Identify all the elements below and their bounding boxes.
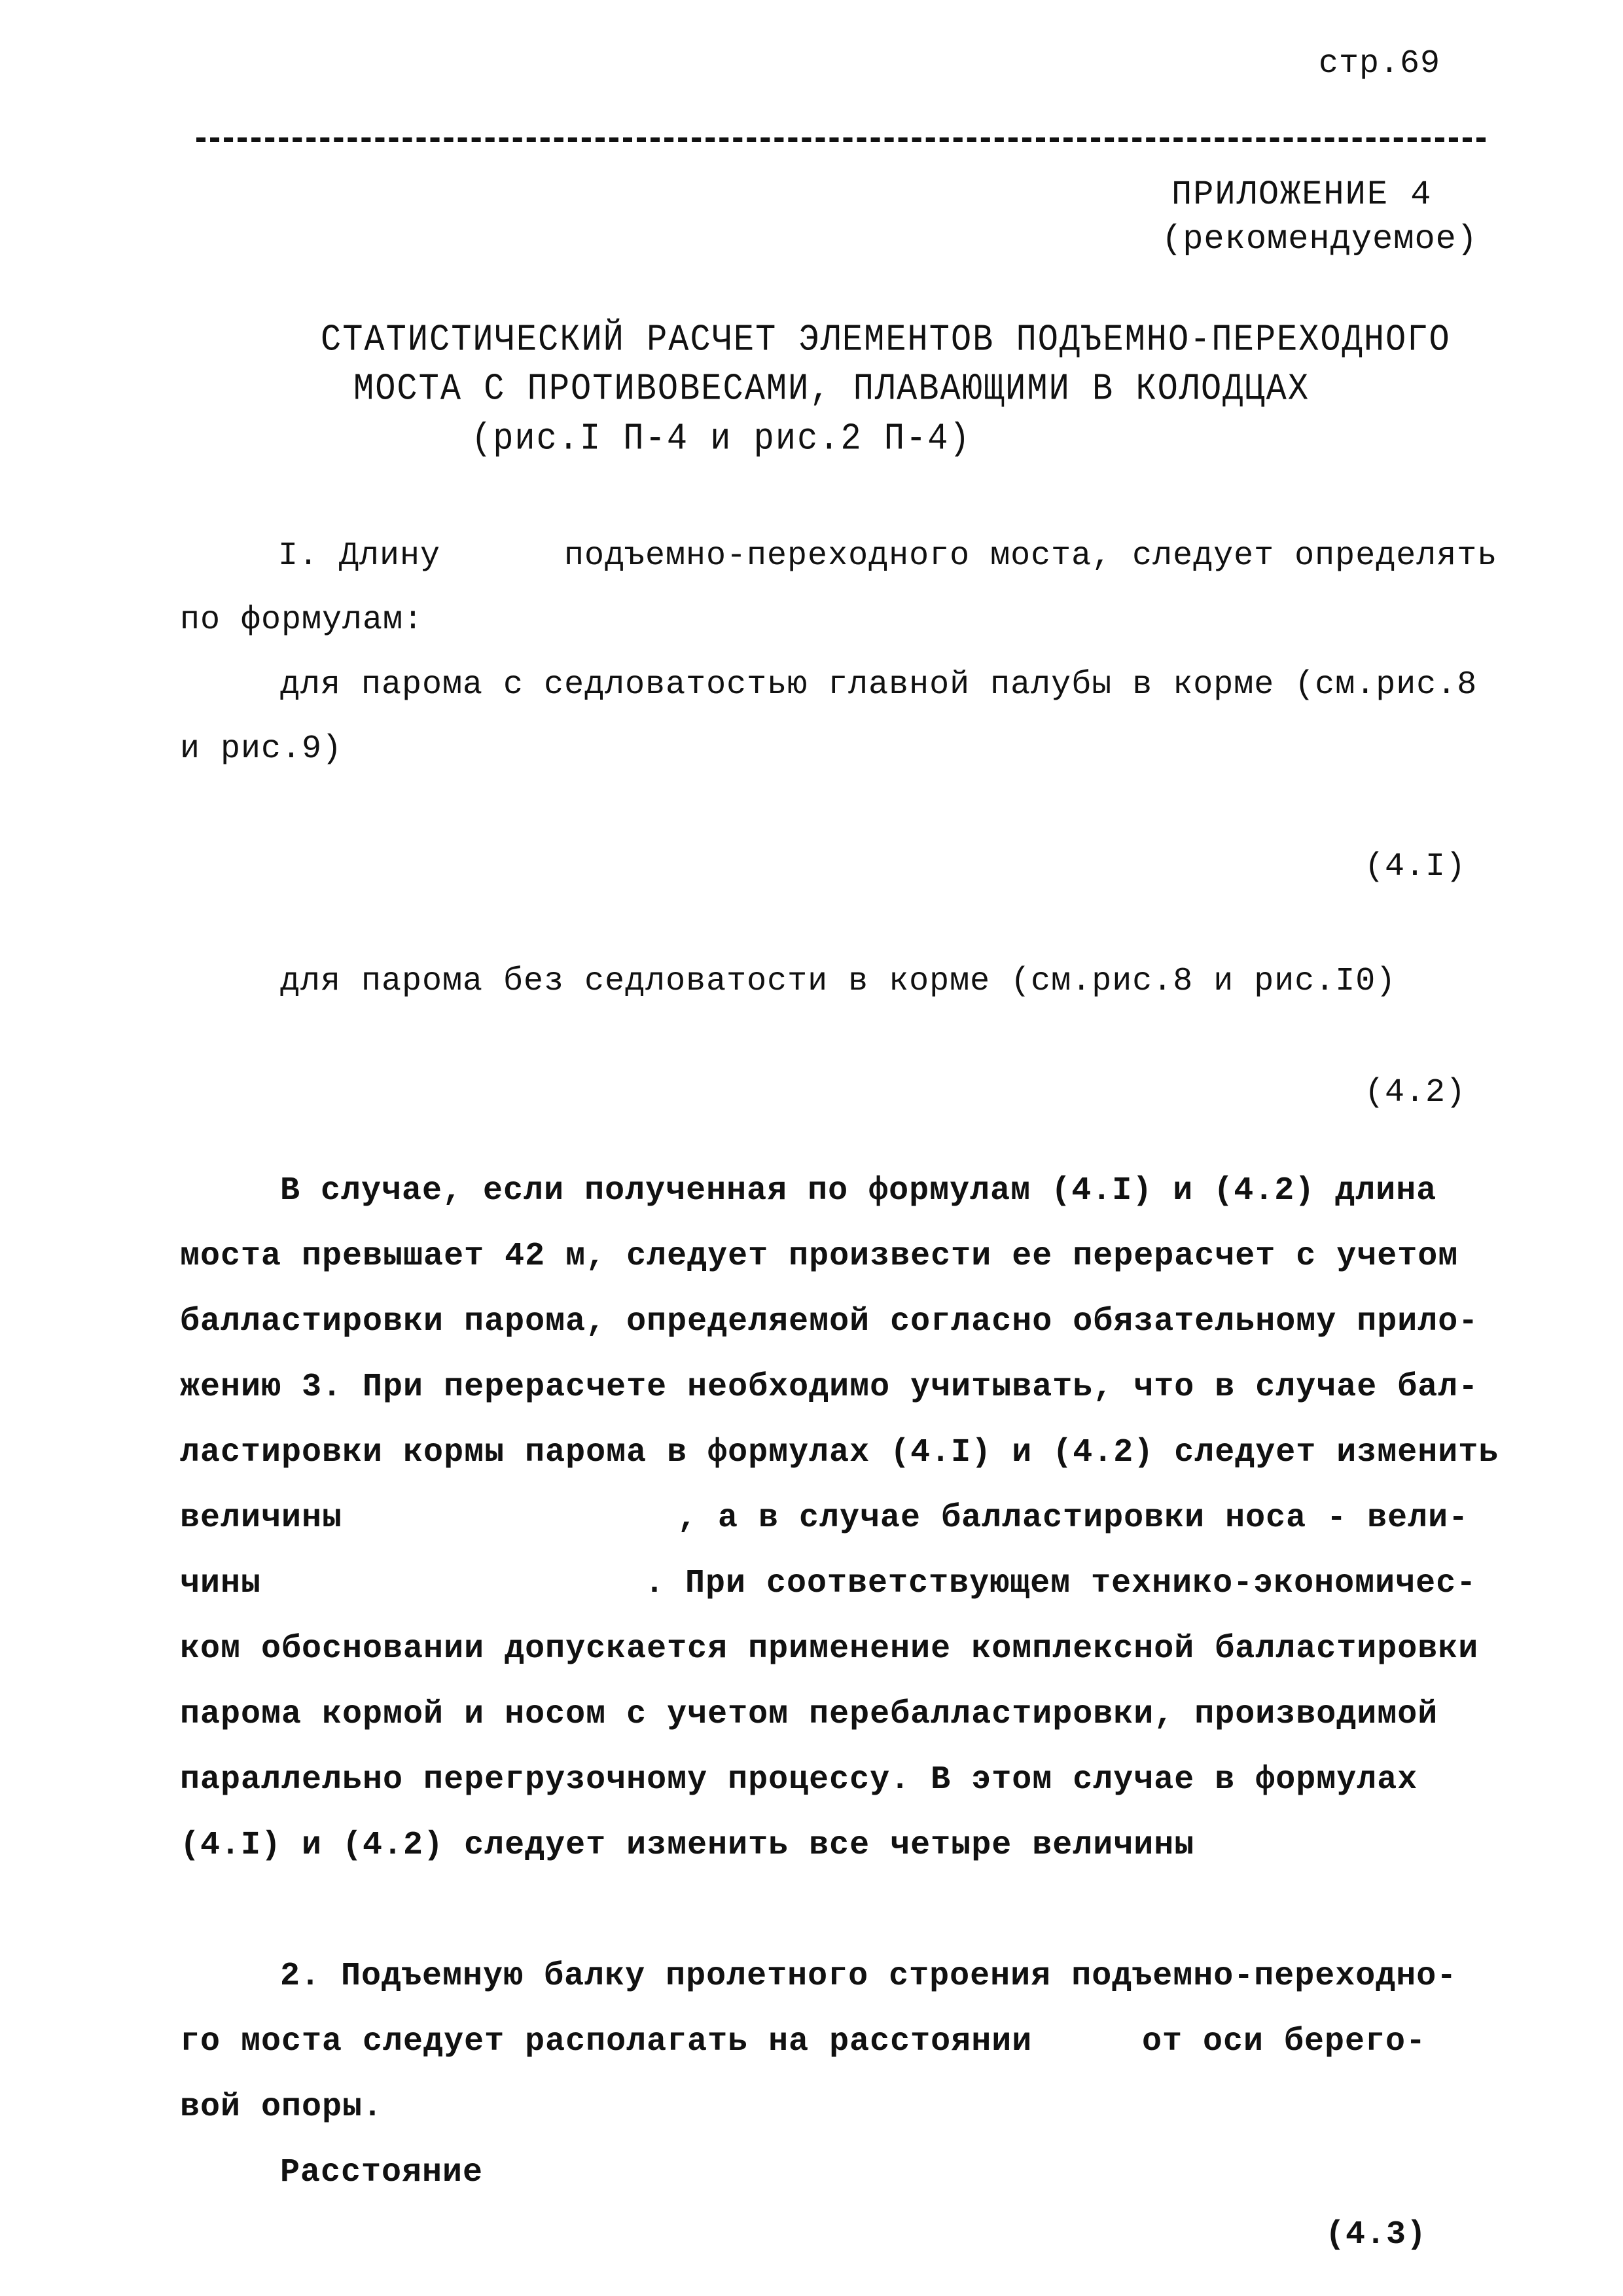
para-line-3: балластировки парома, определяемой согласно обязательному прило- [180,1303,1479,1340]
equation-number-4-3: (4.3) [1325,2216,1427,2253]
heading-line-1: СТАТИСТИЧЕСКИЙ РАСЧЕТ ЭЛЕМЕНТОВ ПОДЪЕМНО-ПЕРЕХОДНОГО [321,319,1451,361]
case1-line2: и рис.9) [180,730,343,768]
equation-number-4-2: (4.2) [1364,1074,1467,1111]
case1-line1: для парома с седловатостью главной палубы в корме (см.рис.8 [280,666,1478,704]
section2-line-1: 2. Подъемную балку пролетного строения подъемно-переходно- [280,1958,1457,1995]
section1-intro-a: I. Длину [278,537,441,575]
heading-line-2: МОСТА С ПРОТИВОВЕСАМИ, ПЛАВАЮЩИМИ В КОЛОДЦАХ [353,368,1310,410]
para-line-6-a: величины [180,1499,343,1537]
para-line-1: В случае, если полученная по формулам (4.I) и (4.2) длина [280,1172,1437,1210]
section1-intro-line2: по формулам: [180,601,424,639]
section1-intro-b: подъемно-переходного моста, следует определять [564,537,1498,575]
section2-line-2-a: го моста следует располагать на расстоянии [180,2023,1033,2060]
para-line-7-a: чины [180,1565,262,1602]
appendix-title: ПРИЛОЖЕНИЕ 4 [1171,175,1433,214]
para-line-6-b: , а в случае балластировки носа - вели- [677,1499,1469,1537]
header-separator [196,137,1486,142]
para-line-10: параллельно перегрузочному процессу. В этом случае в формулах [180,1761,1418,1799]
para-line-2: моста превышает 42 м, следует произвести ее перерасчет с учетом [180,1238,1459,1275]
para-line-11: (4.I) и (4.2) следует изменить все четыре величины [180,1827,1195,1864]
page-number: стр.69 [1319,45,1441,82]
section2-line-2-b: от оси берего- [1142,2023,1427,2060]
section2-line-4: Расстояние [280,2154,484,2191]
para-line-7-b: . При соответствующем технико-экономичес- [645,1565,1477,1602]
heading-line-3: (рис.I П-4 и рис.2 П-4) [471,418,971,460]
para-line-5: ластировки кормы парома в формулах (4.I) и (4.2) следует изменить [180,1434,1499,1471]
para-line-9: парома кормой и носом с учетом перебалластировки, производимой [180,1696,1438,1733]
equation-number-4-1: (4.I) [1364,848,1467,886]
case2-line1: для парома без седловатости в корме (см.рис.8 и рис.I0) [280,963,1397,1000]
para-line-8: ком обосновании допускается применение комплексной балластировки [180,1630,1479,1668]
appendix-subtitle: (рекомендуемое) [1162,220,1478,259]
section2-line-3: вой опоры. [180,2089,383,2126]
para-line-4: жению 3. При перерасчете необходимо учитывать, что в случае бал- [180,1369,1479,1406]
